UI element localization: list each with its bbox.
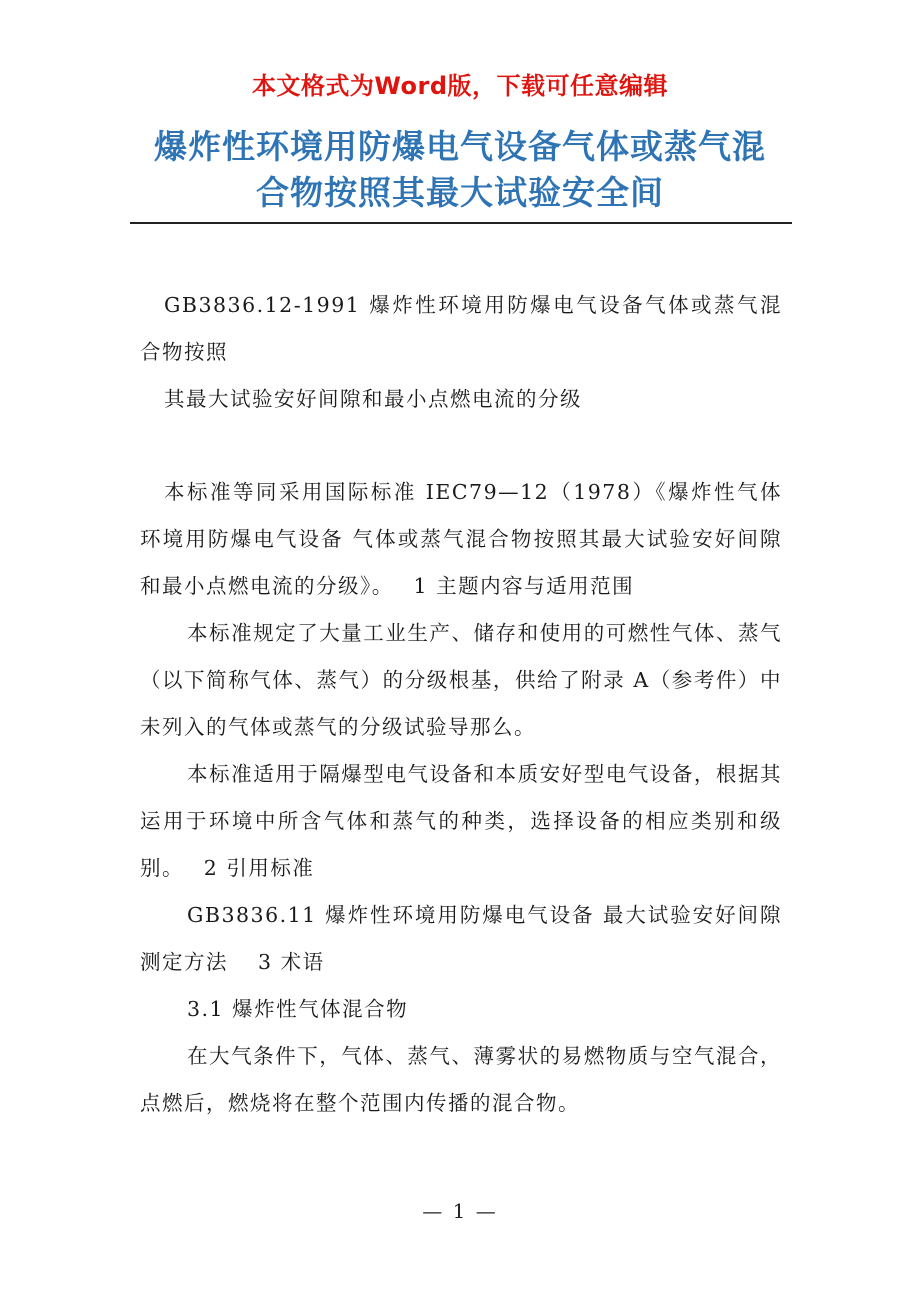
document-title [110,124,810,216]
term-heading: 3.1 爆炸性气体混合物 [187,997,409,1021]
title-line-2: 合物按照其最大试验安全间 [256,173,664,212]
application-paragraph: 本标准适用于隔爆型电气设备和本质安好型电气设备，根据其运用于环境中所含气体和蒸气的种类，选择设备的相应类别和级别。 2 引用标准 [140,762,782,880]
reference-paragraph: GB3836.11 爆炸性环境用防爆电气设备 最大试验安好间隙测定方法 3 术语 [140,903,782,974]
document-body [140,282,782,1127]
title-line-1: 爆炸性环境用防爆电气设备气体或蒸气混 [154,127,766,166]
term-definition-paragraph: 在大气条件下，气体、蒸气、薄雾状的易燃物质与空气混合，点燃后，燃烧将在整个范围内传播的混合物。 [140,1044,782,1115]
page-number: — 1 — [422,1199,498,1223]
format-notice: 本文格式为Word版，下载可任意编辑 [251,72,669,100]
standard-number-paragraph: GB3836.12-1991 爆炸性环境用防爆电气设备气体或蒸气混合物按照 [140,293,782,364]
adoption-paragraph: 本标准等同采用国际标准 IEC79—12（1978）《爆炸性气体环境用防爆电气设备 气体或蒸气混合物按照其最大试验安好间隙和最小点燃电流的分级》。 1 主题内容与适用范围 [140,480,782,598]
scope-paragraph: 本标准规定了大量工业生产、储存和使用的可燃性气体、蒸气（以下简称气体、蒸气）的分级根基，供给了附录 A（参考件）中未列入的气体或蒸气的分级试验导那么。 [140,621,782,739]
standard-subtitle-paragraph: 其最大试验安好间隙和最小点燃电流的分级 [164,387,582,411]
title-divider [130,222,792,224]
paragraph-gap [140,423,782,469]
